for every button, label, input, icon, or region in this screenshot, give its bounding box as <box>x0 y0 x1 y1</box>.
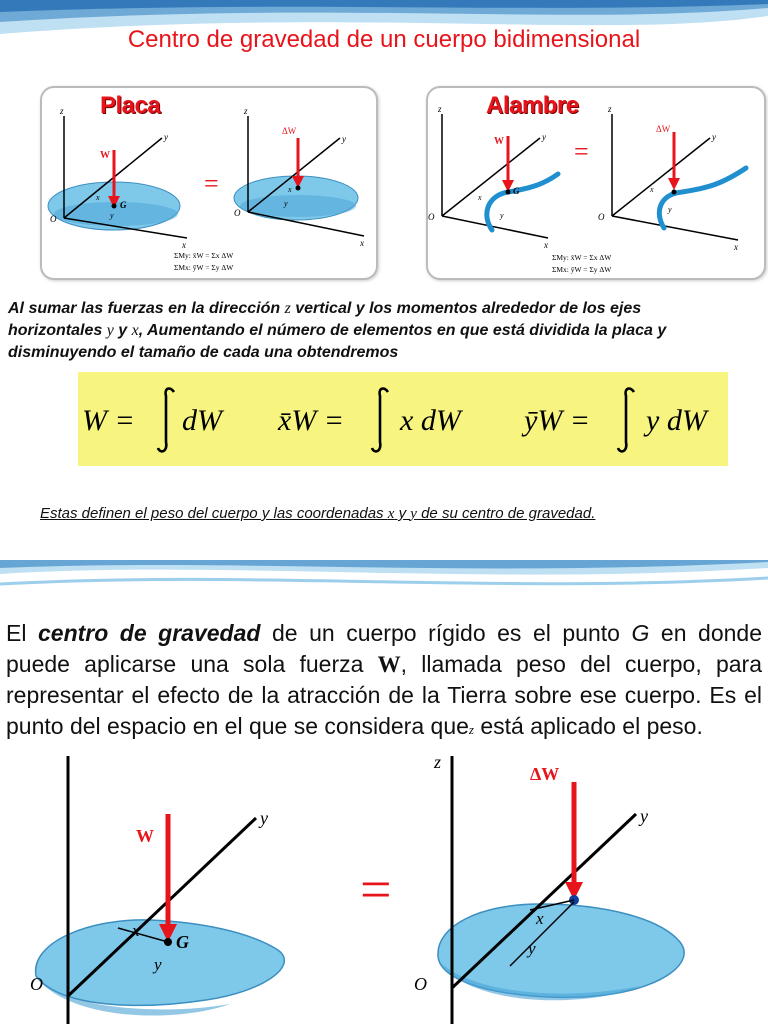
placa-eq1: ΣMy: x̄W = Σx ΔW <box>174 251 234 260</box>
para-text-2: vertical y los momentos alrededor de los ejes horizontales <box>8 300 642 339</box>
placa-right-figure <box>234 106 364 248</box>
big-right-origin: O <box>414 974 427 994</box>
big-left-w: W <box>136 826 154 846</box>
para-text-3: y <box>113 322 132 339</box>
big-left-figure <box>30 756 284 1024</box>
alambre-left-origin: O <box>428 212 435 222</box>
eq3-right: y dW <box>646 404 707 437</box>
gravity-figures <box>0 746 768 1024</box>
slide-bottom <box>0 560 768 1024</box>
alambre-right-dw: ΔW <box>656 124 671 134</box>
slide-title: Centro de gravedad de un cuerpo bidimensional <box>127 26 641 53</box>
definition-note <box>40 505 595 523</box>
eq2-right: x dW <box>400 404 461 437</box>
placa-left-origin: O <box>50 214 57 224</box>
alambre-right-origin: O <box>598 212 605 222</box>
para-z: z <box>284 300 291 317</box>
placa-right-xs: x <box>288 185 292 194</box>
alambre-right-ys: y <box>668 205 672 214</box>
def-g: G <box>631 620 650 646</box>
placa-label: Placa <box>100 92 161 119</box>
para-x: x <box>131 322 139 339</box>
alambre-right-x-axis: x <box>734 242 738 252</box>
alambre-eq1: ΣMy: x̄W = Σx ΔW <box>552 253 612 262</box>
note-text-2: y <box>394 505 411 522</box>
alambre-left-g: G <box>513 186 520 196</box>
placa-eq2: ΣMx: ȳW = Σy ΔW <box>174 263 234 272</box>
note-y: y <box>410 506 417 522</box>
note-text-3: de su centro de gravedad. <box>416 505 596 522</box>
eq2-left: x̄W = <box>278 404 345 437</box>
alambre-left-figure <box>428 104 558 250</box>
big-right-y-axis: y <box>640 806 648 826</box>
placa-right-z-axis: z <box>244 106 248 116</box>
intro-paragraph <box>8 298 716 364</box>
def-text-5: está aplicado el peso. <box>473 713 703 739</box>
alambre-right-y-axis: y <box>712 132 716 142</box>
def-text-4: , llamada peso del cuerpo, para representar el efecto de la atracción de la Tierra sobre ese cuerpo. Es el punto del espacio en el que se considera que <box>6 651 762 739</box>
def-text-3: en donde puede aplicarse una sola fuerza <box>6 620 762 677</box>
def-w: W <box>377 652 401 677</box>
alambre-left-x-axis: x <box>544 240 548 250</box>
placa-right-y-axis: y <box>342 134 346 144</box>
definition-paragraph <box>6 618 762 745</box>
placa-right-ys: y <box>284 199 288 208</box>
integral-equations <box>78 372 728 466</box>
alambre-right-xs: x <box>650 185 654 194</box>
big-equals: = <box>360 859 392 921</box>
def-text-1: El <box>6 620 38 646</box>
para-text-4: , Aumentando el número de elementos en que está dividida la placa y disminuyendo el tamaño de cada una obtendremos <box>8 322 667 361</box>
placa-left-z-axis: z <box>60 106 64 116</box>
big-left-ybar: y <box>154 955 162 974</box>
placa-equals: = <box>204 169 219 198</box>
alambre-left-xbar: x <box>478 193 482 202</box>
alambre-eq2: ΣMx: ȳW = Σy ΔW <box>552 265 612 274</box>
alambre-left-ybar: y <box>500 211 504 220</box>
big-left-xbar: x <box>132 921 140 940</box>
placa-left-w: W <box>100 150 110 161</box>
big-right-dw: ΔW <box>530 764 560 784</box>
big-left-origin: O <box>30 974 43 994</box>
note-x: x <box>387 506 395 522</box>
big-right-xs: x <box>536 909 544 928</box>
note-text-1: Estas definen el peso del cuerpo y las coordenadas <box>40 505 388 522</box>
big-right-z-axis: z <box>434 752 442 772</box>
para-text-1: Al sumar las fuerzas en la dirección <box>8 300 285 317</box>
placa-left-x-axis: x <box>182 240 186 250</box>
alambre-left-y-axis: y <box>542 132 546 142</box>
def-text-2: de un cuerpo rígido es el punto <box>260 620 632 646</box>
eq3-left: ȳW = <box>524 404 591 437</box>
alambre-diagram <box>428 88 764 278</box>
placa-left-figure <box>48 106 187 250</box>
alambre-right-z-axis: z <box>608 104 612 114</box>
alambre-equals: = <box>574 137 589 166</box>
alambre-left-w: W <box>494 136 504 147</box>
placa-left-ybar: y <box>110 211 114 220</box>
big-left-y-axis: y <box>260 808 268 828</box>
eq1-left: W = <box>82 404 135 437</box>
alambre-figure-box <box>426 86 766 280</box>
def-z: z <box>468 722 474 737</box>
header-wave-2 <box>0 560 768 616</box>
placa-right-origin: O <box>234 208 241 218</box>
para-y: y <box>106 322 114 339</box>
integral-equations-box <box>78 372 728 466</box>
placa-diagram <box>42 88 376 278</box>
placa-right-x-axis: x <box>360 238 364 248</box>
placa-right-dw: ΔW <box>282 126 297 136</box>
eq1-right: dW <box>182 404 222 437</box>
alambre-right-figure <box>598 104 746 252</box>
placa-left-g: G <box>120 200 127 210</box>
big-right-figure <box>414 752 684 1024</box>
placa-figure-box <box>40 86 378 280</box>
alambre-label: Alambre <box>486 92 579 119</box>
def-term: centro de gravedad <box>37 620 261 646</box>
placa-left-y-axis: y <box>164 132 168 142</box>
big-right-ys: y <box>528 939 536 958</box>
placa-left-xbar: x <box>96 193 100 202</box>
alambre-left-z-axis: z <box>438 104 442 114</box>
big-left-g: G <box>176 932 189 952</box>
